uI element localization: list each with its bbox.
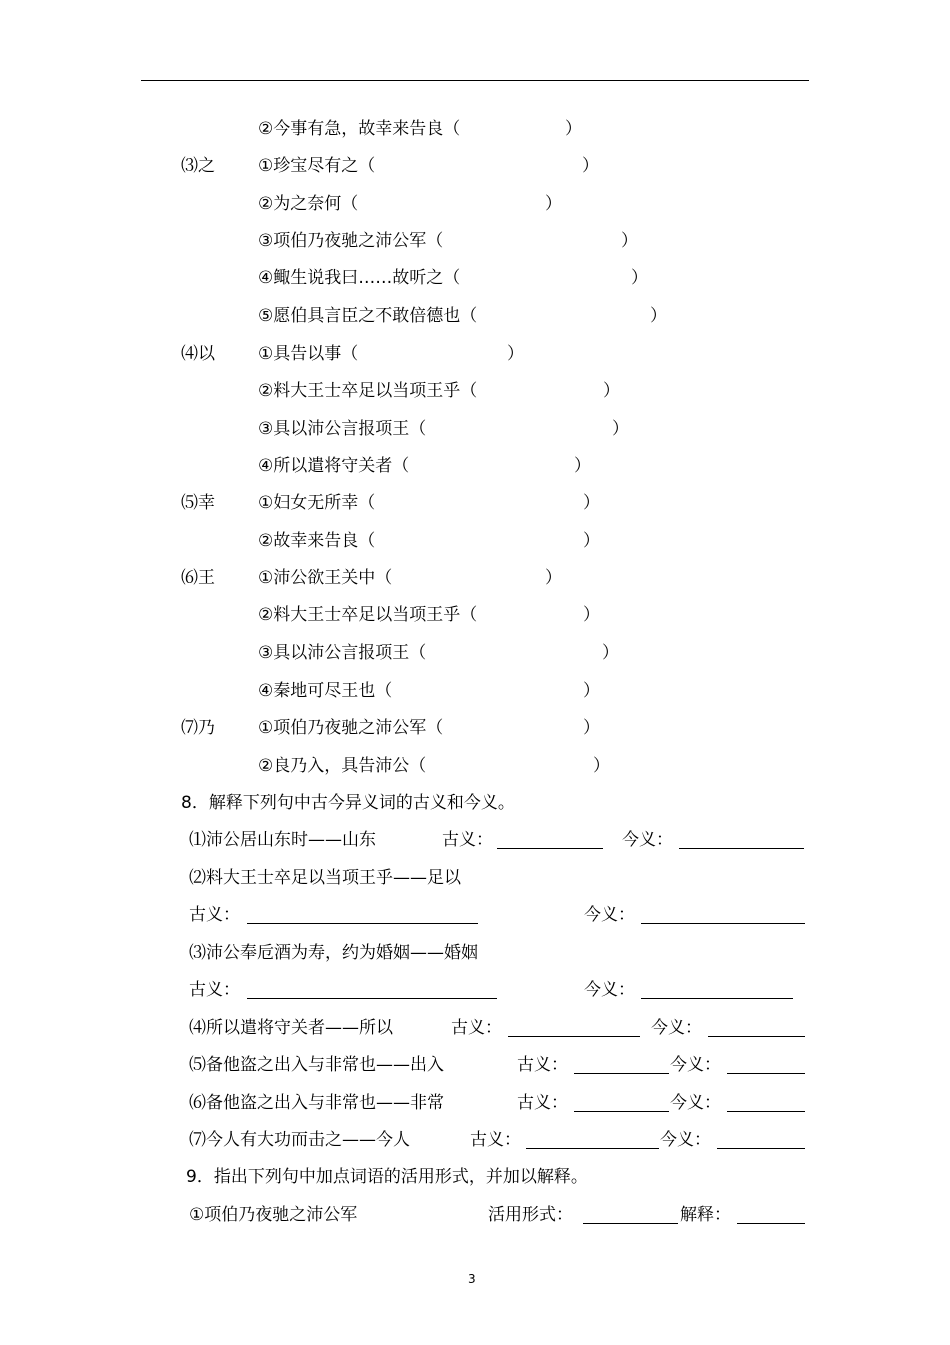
header-rule (141, 80, 809, 81)
q8-item: ⑸备他盗之出入与非常也——出入 (189, 1055, 444, 1075)
answer-blank[interactable] (737, 1223, 805, 1224)
q7-item: ③具以沛公言报项王（ (258, 419, 427, 439)
q8-title: 8．解释下列句中古今异义词的古义和今义。 (181, 793, 515, 813)
q7-item: ④秦地可尽王也（ (258, 681, 393, 701)
q7-item: ②故幸来告良（ (258, 531, 376, 551)
q7-item: ①妇女无所幸（ (258, 493, 376, 513)
q9-title: 9．指出下列句中加点词语的活用形式，并加以解释。 (186, 1167, 588, 1187)
q7-item: ②料大王士卒足以当项王乎（ (258, 605, 478, 625)
q7-item: ①项伯乃夜驰之沛公军（ (258, 718, 444, 738)
usage-form-label: 活用形式： (488, 1205, 573, 1225)
ancient-meaning-label: 古义： (517, 1093, 568, 1113)
paren-close: ） (583, 531, 600, 551)
ancient-meaning-label: 古义： (189, 905, 240, 925)
paren-close: ） (583, 493, 600, 513)
q9-item: ①项伯乃夜驰之沛公军 (189, 1205, 358, 1225)
q7-group-label: ⑹王 (181, 568, 215, 588)
page-number: 3 (468, 1272, 476, 1286)
q7-group-label: ⑷以 (181, 344, 215, 364)
paren-close: ） (574, 456, 591, 476)
modern-meaning-label: 今义： (584, 980, 635, 1000)
q8-item: ⑵料大王士卒足以当项王乎——足以 (189, 868, 461, 888)
q7-item: ②为之奈何（ (258, 194, 359, 214)
answer-blank[interactable] (727, 1111, 805, 1112)
paren-close: ） (612, 419, 629, 439)
ancient-meaning-label: 古义： (451, 1018, 502, 1038)
ancient-meaning-label: 古义： (442, 830, 493, 850)
answer-blank[interactable] (583, 1223, 678, 1224)
q7-group-label: ⑶之 (181, 156, 215, 176)
answer-blank[interactable] (497, 848, 603, 849)
answer-blank[interactable] (708, 1036, 805, 1037)
q7-item: ④所以遣将守关者（ (258, 456, 410, 476)
paren-close: ） (545, 194, 562, 214)
paren-close: ） (582, 156, 599, 176)
answer-blank[interactable] (508, 1036, 640, 1037)
answer-blank[interactable] (717, 1148, 805, 1149)
q8-item: ⑹备他盗之出入与非常也——非常 (189, 1093, 444, 1113)
q7-item: ⑤愿伯具言臣之不敢倍德也（ (258, 306, 478, 326)
q7-item: ①沛公欲王关中（ (258, 568, 393, 588)
modern-meaning-label: 今义： (622, 830, 673, 850)
paren-close: ） (583, 681, 600, 701)
explanation-label: 解释： (680, 1205, 731, 1225)
answer-blank[interactable] (641, 923, 805, 924)
q7-item: ②良乃入，具告沛公（ (258, 756, 427, 776)
q8-item: ⑺今人有大功而击之——今人 (189, 1130, 410, 1150)
ancient-meaning-label: 古义： (517, 1055, 568, 1075)
answer-blank[interactable] (247, 923, 478, 924)
paren-close: ） (603, 381, 620, 401)
paren-close: ） (602, 643, 619, 663)
q8-item: ⑷所以遣将守关者——所以 (189, 1018, 393, 1038)
answer-blank[interactable] (727, 1073, 805, 1074)
q8-item: ⑶沛公奉卮酒为寿，约为婚姻——婚姻 (189, 943, 478, 963)
modern-meaning-label: 今义： (660, 1130, 711, 1150)
answer-blank[interactable] (574, 1073, 669, 1074)
q7-item: ③项伯乃夜驰之沛公军（ (258, 231, 444, 251)
q7-item: ①具告以事（ (258, 344, 359, 364)
answer-blank[interactable] (526, 1148, 659, 1149)
q7-group-label: ⑺乃 (181, 718, 215, 738)
paren-close: ） (593, 756, 610, 776)
paren-close: ） (545, 568, 562, 588)
q7-item: ②料大王士卒足以当项王乎（ (258, 381, 478, 401)
ancient-meaning-label: 古义： (470, 1130, 521, 1150)
q7-item: ③具以沛公言报项王（ (258, 643, 427, 663)
answer-blank[interactable] (247, 998, 497, 999)
paren-close: ） (631, 268, 648, 288)
paren-close: ） (583, 605, 600, 625)
q7-item: ②今事有急，故幸来告良（ (258, 119, 461, 139)
paren-close: ） (650, 306, 667, 326)
modern-meaning-label: 今义： (670, 1055, 721, 1075)
paren-close: ） (583, 718, 600, 738)
ancient-meaning-label: 古义： (189, 980, 240, 1000)
q7-item: ①珍宝尽有之（ (258, 156, 376, 176)
paren-close: ） (565, 119, 582, 139)
answer-blank[interactable] (574, 1111, 669, 1112)
modern-meaning-label: 今义： (651, 1018, 702, 1038)
paren-close: ） (507, 344, 524, 364)
paren-close: ） (621, 231, 638, 251)
q7-item: ④鲰生说我曰……故听之（ (258, 268, 461, 288)
answer-blank[interactable] (679, 848, 804, 849)
modern-meaning-label: 今义： (584, 905, 635, 925)
q7-group-label: ⑸幸 (181, 493, 215, 513)
answer-blank[interactable] (641, 998, 793, 999)
modern-meaning-label: 今义： (670, 1093, 721, 1113)
q8-item: ⑴沛公居山东时——山东 (189, 830, 376, 850)
